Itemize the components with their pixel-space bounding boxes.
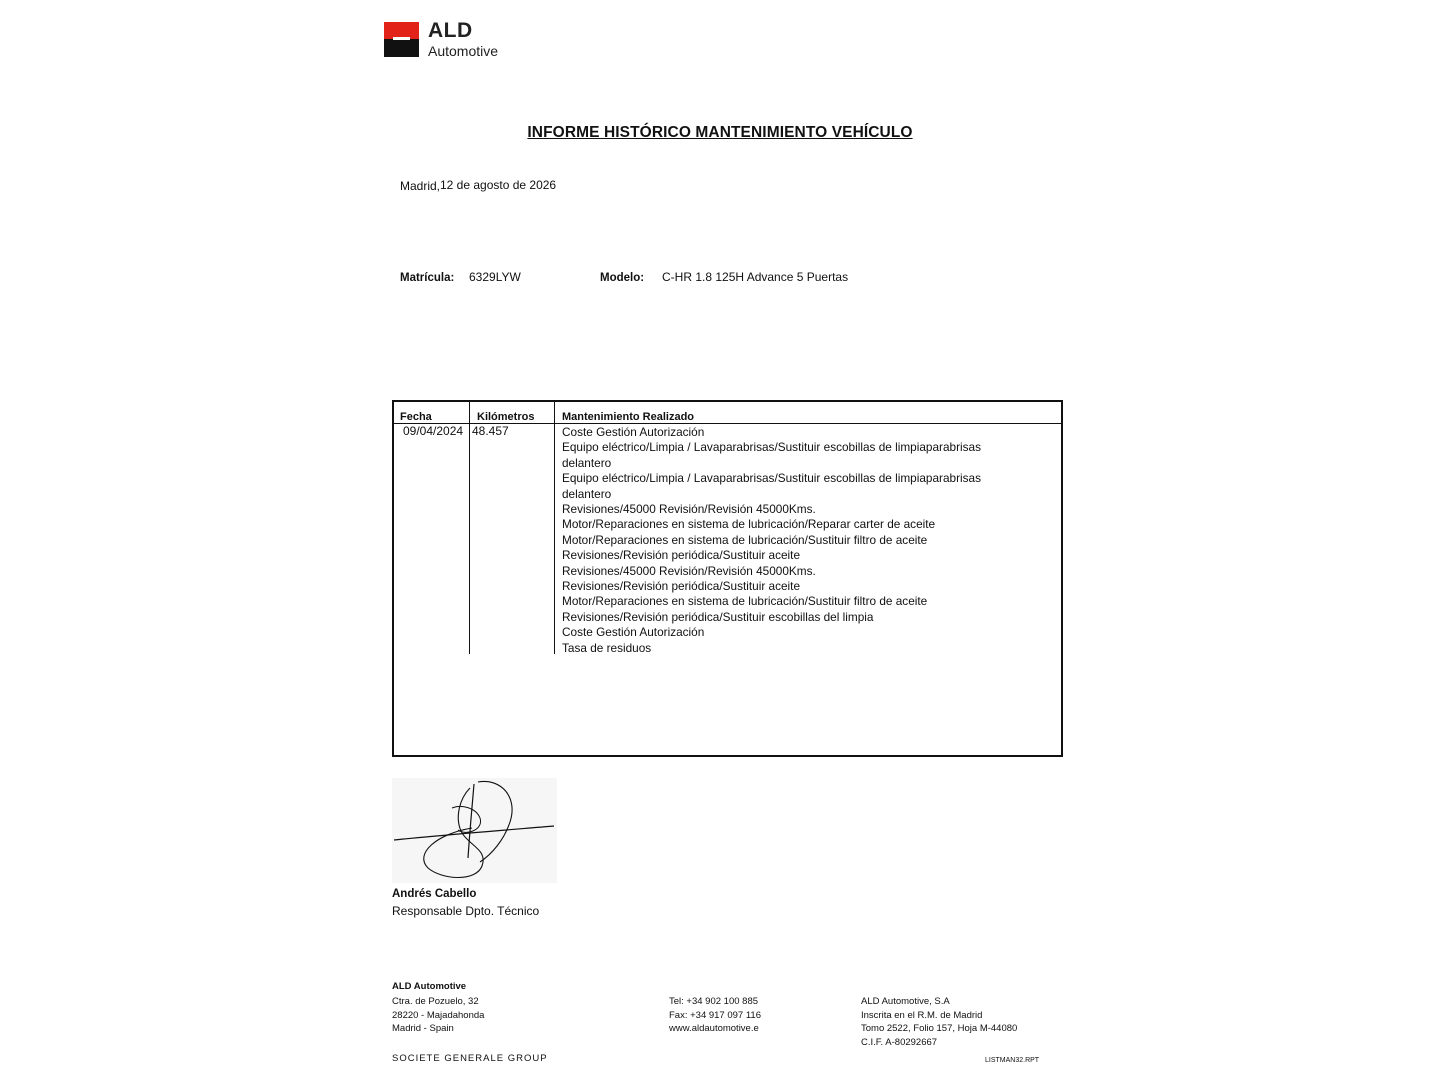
signer-name: Andrés Cabello — [392, 888, 477, 900]
logo-mark — [384, 22, 419, 57]
maintenance-item: Tasa de residuos — [562, 640, 652, 655]
plate-value: 6329LYW — [469, 270, 521, 284]
footer-address — [392, 995, 484, 1036]
column-header-mantenimiento: Mantenimiento Realizado — [562, 411, 695, 423]
maintenance-item: Coste Gestión Autorización — [562, 425, 705, 439]
ald-automotive-logo — [384, 19, 514, 60]
registry-line: ALD Automotive, S.A — [861, 996, 950, 1007]
row-kilometros: 48.457 — [472, 424, 509, 438]
column-header-kilometros: Kilómetros — [477, 411, 535, 423]
column-divider — [469, 402, 470, 654]
registry-line: Tomo 2522, Folio 157, Hoja M-44080 — [861, 1023, 1018, 1035]
address-line: 28220 - Majadahonda — [392, 1009, 485, 1021]
report-code: LISTMAN32.RPT — [985, 1057, 1040, 1064]
maintenance-item: Revisiones/Revisión periódica/Sustituir aceite — [562, 579, 801, 594]
logo-text-ald: ALD — [428, 19, 473, 42]
signature-image — [392, 778, 557, 883]
maintenance-item: Revisiones/Revisión periódica/Sustituir aceite — [562, 548, 801, 563]
report-title: INFORME HISTÓRICO MANTENIMIENTO VEHÍCULO — [527, 124, 913, 141]
contact-phone: Tel: +34 902 100 885 — [669, 996, 759, 1007]
maintenance-item: Revisiones/45000 Revisión/Revisión 45000Kms. — [562, 563, 816, 578]
maintenance-item: Coste Gestión Autorización — [562, 625, 705, 640]
logo-text-automotive: Automotive — [428, 43, 499, 59]
column-divider — [554, 402, 555, 654]
contact-website: www.aldautomotive.e — [669, 1023, 759, 1035]
maintenance-item: Revisiones/45000 Revisión/Revisión 45000Kms. — [562, 502, 816, 517]
footer-group: SOCIETE GENERALE GROUP — [392, 1053, 548, 1064]
footer-contact — [669, 995, 761, 1036]
maintenance-table — [392, 400, 1063, 757]
report-date: 12 de agosto de 2026 — [440, 178, 557, 192]
footer-registry — [861, 995, 1017, 1049]
address-line: Madrid - Spain — [392, 1023, 454, 1035]
address-line: Ctra. de Pozuelo, 32 — [392, 996, 479, 1007]
registry-line: C.I.F. A-80292667 — [861, 1036, 938, 1048]
model-label: Modelo: — [600, 272, 645, 284]
maintenance-item: Equipo eléctrico/Limpia / Lavaparabrisas/Sustituir escobillas de limpiaparabrisas delantero — [562, 471, 981, 501]
place: Madrid, — [400, 179, 441, 193]
plate-label: Matrícula: — [400, 272, 455, 284]
footer-company: ALD Automotive — [392, 981, 467, 992]
maintenance-item: Motor/Reparaciones en sistema de lubricación/Sustituir filtro de aceite — [562, 594, 928, 609]
signer-role: Responsable Dpto. Técnico — [392, 904, 540, 918]
maintenance-item: Revisiones/Revisión periódica/Sustituir escobillas del limpia — [562, 609, 874, 624]
column-header-fecha: Fecha — [400, 411, 432, 423]
maintenance-items — [562, 425, 1022, 656]
registry-line: Inscrita en el R.M. de Madrid — [861, 1009, 983, 1021]
maintenance-item: Motor/Reparaciones en sistema de lubricación/Reparar carter de aceite — [562, 517, 936, 532]
maintenance-item: Equipo eléctrico/Limpia / Lavaparabrisas/Sustituir escobillas de limpiaparabrisas delantero — [562, 440, 981, 470]
contact-fax: Fax: +34 917 097 116 — [669, 1009, 761, 1021]
maintenance-item: Motor/Reparaciones en sistema de lubricación/Sustituir filtro de aceite — [562, 532, 928, 547]
row-fecha: 09/04/2024 — [403, 424, 464, 438]
model-value: C-HR 1.8 125H Advance 5 Puertas — [662, 270, 849, 284]
